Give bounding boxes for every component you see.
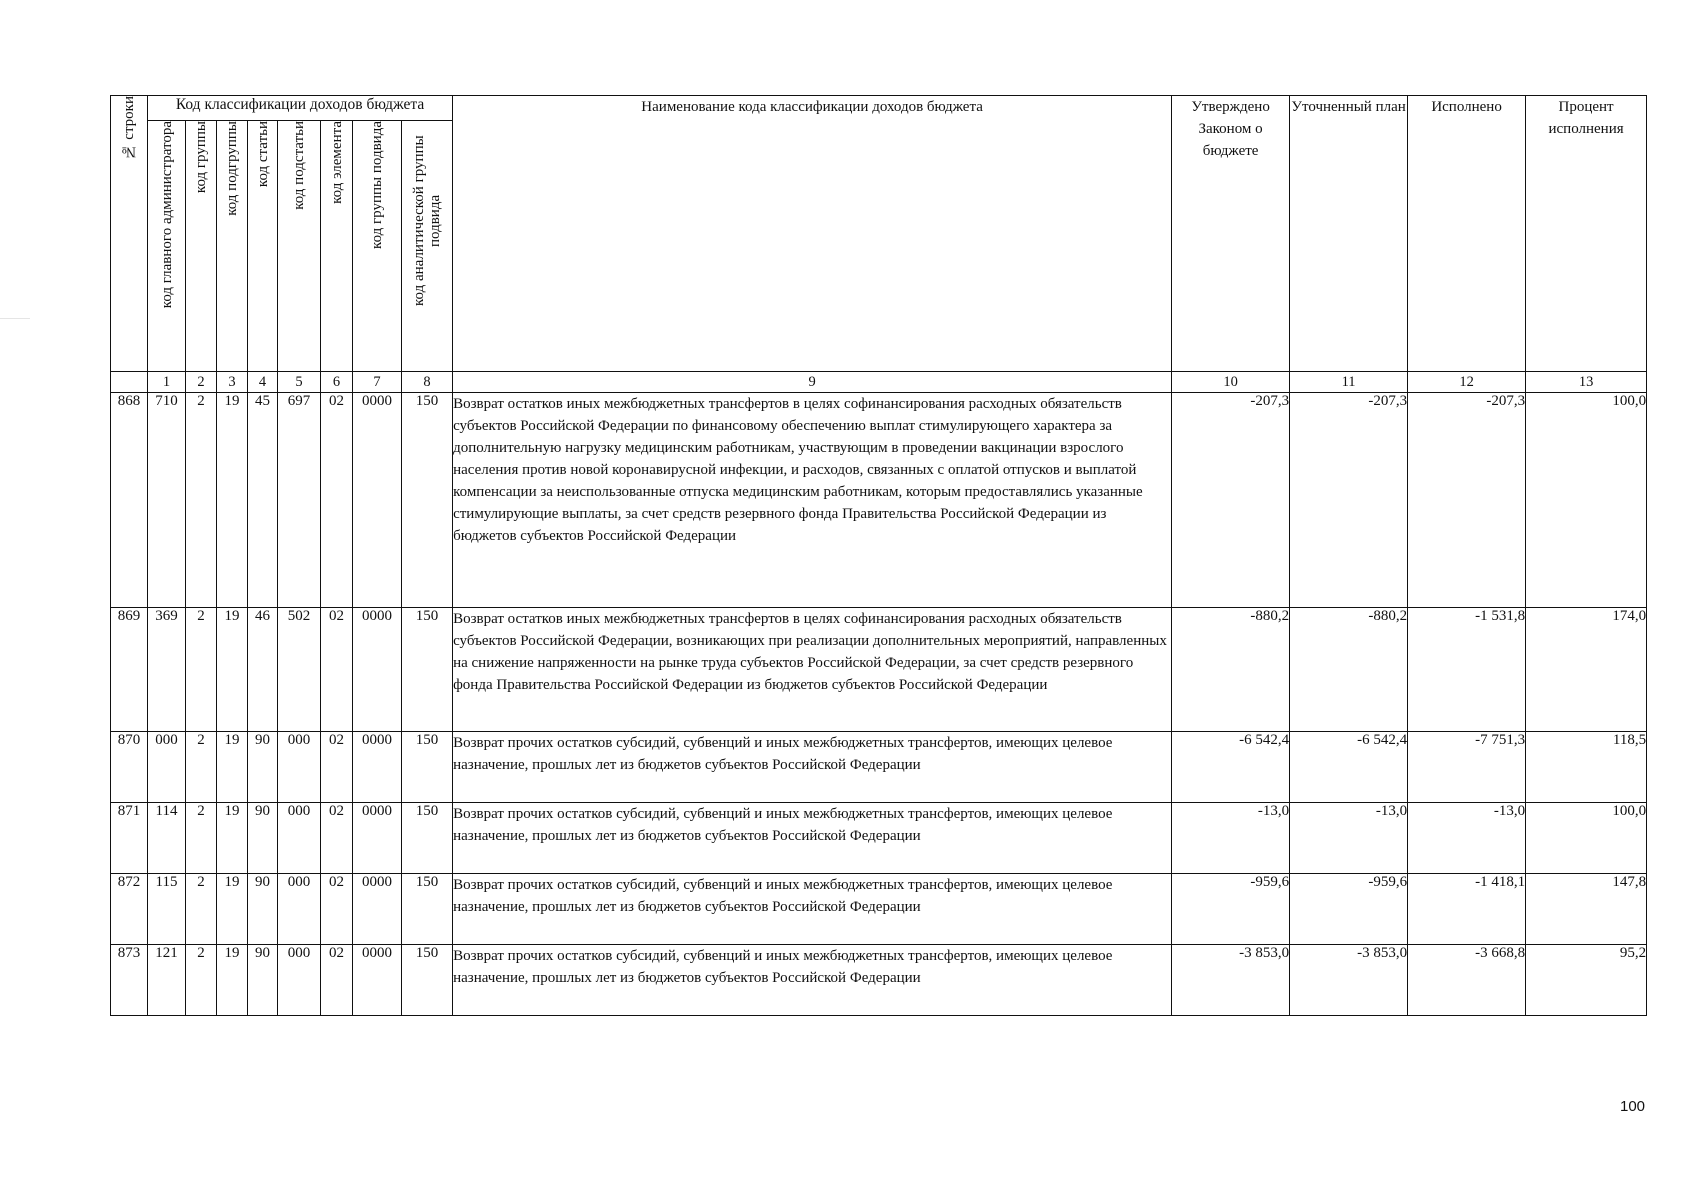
element-code: 02 xyxy=(321,945,353,1016)
header-element-code: код элемента xyxy=(321,121,353,372)
subtype-group-code: 0000 xyxy=(353,393,402,608)
column-number: 1 xyxy=(148,372,186,393)
admin-code: 710 xyxy=(148,393,186,608)
article-code: 45 xyxy=(248,393,278,608)
refined-value: -207,3 xyxy=(1290,393,1408,608)
analytic-group-code: 150 xyxy=(402,945,453,1016)
article-code: 90 xyxy=(248,732,278,803)
group-code: 2 xyxy=(186,732,217,803)
subtype-group-code: 0000 xyxy=(353,945,402,1016)
percent-value: 100,0 xyxy=(1526,803,1647,874)
table-row xyxy=(111,803,1647,874)
element-code: 02 xyxy=(321,393,353,608)
code-name: Возврат прочих остатков субсидий, субвенций и иных межбюджетных трансфертов, имеющих целевое назначение, прошлых лет из бюджетов субъектов Российской Федерации xyxy=(453,732,1172,803)
analytic-group-code: 150 xyxy=(402,874,453,945)
column-number: 4 xyxy=(248,372,278,393)
element-code: 02 xyxy=(321,732,353,803)
analytic-group-code: 150 xyxy=(402,608,453,732)
approved-value: -880,2 xyxy=(1172,608,1290,732)
budget-revenue-table xyxy=(110,95,1647,1016)
column-number: 10 xyxy=(1172,372,1290,393)
column-number: 6 xyxy=(321,372,353,393)
header-code-name: Наименование кода классификации доходов бюджета xyxy=(453,96,1172,372)
column-number: 11 xyxy=(1290,372,1408,393)
admin-code: 000 xyxy=(148,732,186,803)
subgroup-code: 19 xyxy=(217,803,248,874)
element-code: 02 xyxy=(321,803,353,874)
table-row xyxy=(111,608,1647,732)
admin-code: 121 xyxy=(148,945,186,1016)
element-code: 02 xyxy=(321,874,353,945)
admin-code: 115 xyxy=(148,874,186,945)
column-number: 9 xyxy=(453,372,1172,393)
article-code: 90 xyxy=(248,874,278,945)
header-subgroup-code: код подгруппы xyxy=(217,121,248,372)
approved-value: -959,6 xyxy=(1172,874,1290,945)
scan-artifact xyxy=(0,318,30,319)
code-name: Возврат прочих остатков субсидий, субвенций и иных межбюджетных трансфертов, имеющих целевое назначение, прошлых лет из бюджетов субъектов Российской Федерации xyxy=(453,945,1172,1016)
group-code: 2 xyxy=(186,874,217,945)
executed-value: -7 751,3 xyxy=(1408,732,1526,803)
executed-value: -1 531,8 xyxy=(1408,608,1526,732)
subgroup-code: 19 xyxy=(217,608,248,732)
column-number: 2 xyxy=(186,372,217,393)
row-number: 869 xyxy=(111,608,148,732)
refined-value: -3 853,0 xyxy=(1290,945,1408,1016)
group-code: 2 xyxy=(186,393,217,608)
approved-value: -207,3 xyxy=(1172,393,1290,608)
group-code: 2 xyxy=(186,608,217,732)
column-number: 3 xyxy=(217,372,248,393)
subgroup-code: 19 xyxy=(217,874,248,945)
header-executed: Исполнено xyxy=(1408,96,1526,372)
header-row-number: № строки xyxy=(111,96,148,372)
executed-value: -1 418,1 xyxy=(1408,874,1526,945)
table-row xyxy=(111,393,1647,608)
header-analytic-group-code: код аналитической группы подвида xyxy=(402,121,453,372)
code-name: Возврат прочих остатков субсидий, субвенций и иных межбюджетных трансфертов, имеющих целевое назначение, прошлых лет из бюджетов субъектов Российской Федерации xyxy=(453,803,1172,874)
code-name: Возврат остатков иных межбюджетных трансфертов в целях софинансирования расходных обязательств субъектов Российской Федерации по финансовому обеспечению выплат стимулирующего характера за дополнительную нагрузку медицинским работникам, участвующим в проведении вакцинации взрослого населения против новой коронавирусной инфекции, и расходов, связанных с оплатой отпусков и выплатой компенсации за неиспользованные отпуска медицинским работникам, которым предоставлялись указанные стимулирующие выплаты, за счет средств резервного фонда Правительства Российской Федерации из бюджетов субъектов Российской Федерации xyxy=(453,393,1172,608)
column-number: 13 xyxy=(1526,372,1647,393)
percent-value: 95,2 xyxy=(1526,945,1647,1016)
subgroup-code: 19 xyxy=(217,945,248,1016)
percent-value: 174,0 xyxy=(1526,608,1647,732)
executed-value: -13,0 xyxy=(1408,803,1526,874)
refined-value: -13,0 xyxy=(1290,803,1408,874)
refined-value: -959,6 xyxy=(1290,874,1408,945)
code-name: Возврат прочих остатков субсидий, субвенций и иных межбюджетных трансфертов, имеющих целевое назначение, прошлых лет из бюджетов субъектов Российской Федерации xyxy=(453,874,1172,945)
code-name: Возврат остатков иных межбюджетных трансфертов в целях софинансирования расходных обязательств субъектов Российской Федерации, возникающих при реализации дополнительных мероприятий, направленных на снижение напряженности на рынке труда субъектов Российской Федерации, за счет средств резервного фонда Правительства Российской Федерации из бюджетов субъектов Российской Федерации xyxy=(453,608,1172,732)
executed-value: -3 668,8 xyxy=(1408,945,1526,1016)
subgroup-code: 19 xyxy=(217,732,248,803)
percent-value: 100,0 xyxy=(1526,393,1647,608)
analytic-group-code: 150 xyxy=(402,732,453,803)
article-code: 90 xyxy=(248,803,278,874)
subarticle-code: 000 xyxy=(278,732,321,803)
admin-code: 369 xyxy=(148,608,186,732)
header-admin-code: код главного администратора xyxy=(148,121,186,372)
subarticle-code: 697 xyxy=(278,393,321,608)
analytic-group-code: 150 xyxy=(402,803,453,874)
subtype-group-code: 0000 xyxy=(353,732,402,803)
subtype-group-code: 0000 xyxy=(353,608,402,732)
header-execution-percent: Процент исполнения xyxy=(1526,96,1647,372)
article-code: 90 xyxy=(248,945,278,1016)
analytic-group-code: 150 xyxy=(402,393,453,608)
percent-value: 118,5 xyxy=(1526,732,1647,803)
row-number: 871 xyxy=(111,803,148,874)
table-row xyxy=(111,874,1647,945)
percent-value: 147,8 xyxy=(1526,874,1647,945)
group-code: 2 xyxy=(186,945,217,1016)
executed-value: -207,3 xyxy=(1408,393,1526,608)
row-number: 870 xyxy=(111,732,148,803)
column-number: 12 xyxy=(1408,372,1526,393)
header-approved: Утверждено Законом о бюджете xyxy=(1172,96,1290,372)
column-number: 8 xyxy=(402,372,453,393)
subtype-group-code: 0000 xyxy=(353,803,402,874)
subarticle-code: 000 xyxy=(278,945,321,1016)
header-refined-plan: Уточненный план xyxy=(1290,96,1408,372)
admin-code: 114 xyxy=(148,803,186,874)
header-subtype-group-code: код группы подвида xyxy=(353,121,402,372)
subarticle-code: 000 xyxy=(278,803,321,874)
article-code: 46 xyxy=(248,608,278,732)
group-code: 2 xyxy=(186,803,217,874)
row-number: 873 xyxy=(111,945,148,1016)
row-number: 868 xyxy=(111,393,148,608)
header-subarticle-code: код подстатьи xyxy=(278,121,321,372)
column-number-row xyxy=(111,372,1647,393)
approved-value: -13,0 xyxy=(1172,803,1290,874)
approved-value: -3 853,0 xyxy=(1172,945,1290,1016)
column-number-empty xyxy=(111,372,148,393)
subarticle-code: 000 xyxy=(278,874,321,945)
row-number: 872 xyxy=(111,874,148,945)
column-number: 5 xyxy=(278,372,321,393)
header-article-code: код статьи xyxy=(248,121,278,372)
header-classification-group: Код классификации доходов бюджета xyxy=(148,96,453,121)
page-number: 100 xyxy=(1620,1098,1646,1115)
table-row xyxy=(111,945,1647,1016)
subarticle-code: 502 xyxy=(278,608,321,732)
header-group-code: код группы xyxy=(186,121,217,372)
refined-value: -6 542,4 xyxy=(1290,732,1408,803)
element-code: 02 xyxy=(321,608,353,732)
refined-value: -880,2 xyxy=(1290,608,1408,732)
column-number: 7 xyxy=(353,372,402,393)
subtype-group-code: 0000 xyxy=(353,874,402,945)
subgroup-code: 19 xyxy=(217,393,248,608)
approved-value: -6 542,4 xyxy=(1172,732,1290,803)
table-row xyxy=(111,732,1647,803)
